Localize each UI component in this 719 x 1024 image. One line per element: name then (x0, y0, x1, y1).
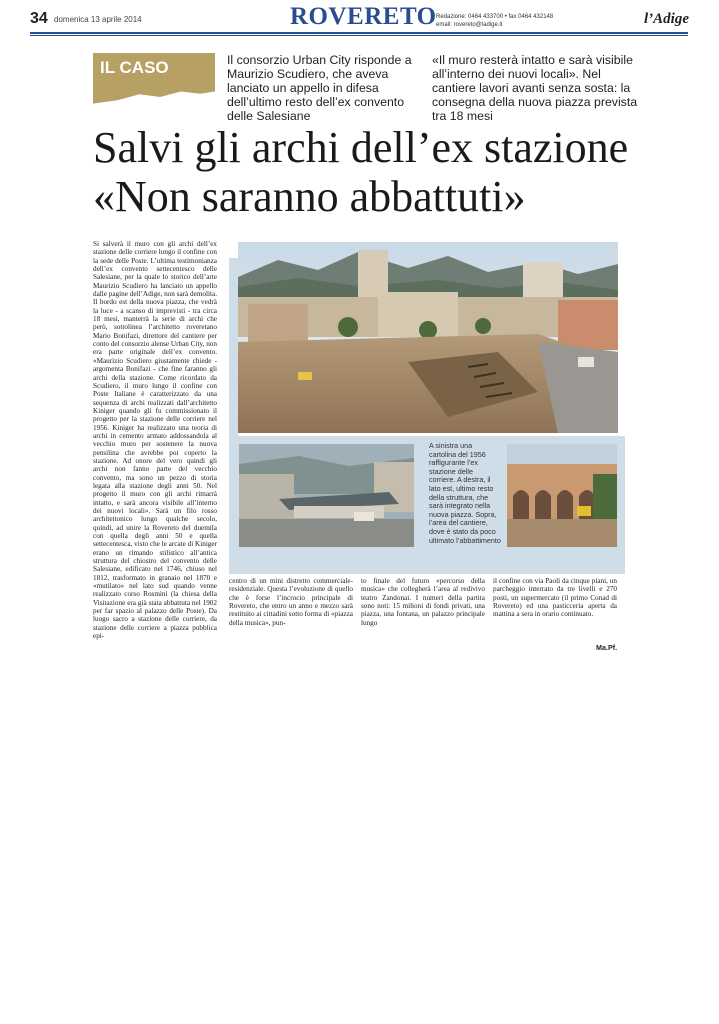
headline-line-1: Salvi gli archi dell’ex stazione (93, 123, 629, 172)
article-column-1: Si salverà il muro con gli archi dell’ex stazione delle corriere lungo il confine con la sede delle Poste. L’ultima testimonianza dell’ex convento settecentesco delle Salesiane, per la quale lo storico dell’arte Maurizio Scudiero ha lanciato un appello dalle pagine dell’Adige, non sarà demolita. Il bordo est della nuova piazza, che vedrà la luce - a scanso di imprevisti - tra circa 18 mesi, manterrà la serie di archi che però, sottolinea l’architetto roveretano Mario Bonifazi, direttore del cantiere per conto del consorzio alense Urban City, non era parte originale dell’ex convento. «Maurizio Scudiero giustamente chiede - argomenta Bonifazi - che fine faranno gli archi della stazione. Come ricordato da Scudiero, il muro lungo il confine con Poste Italiane è caratterizzato da una sequenza di archi realizzati dall’architetto Kiniger quando gli fu commissionato il progetto per la stazione delle corriere nel 1956. Kiniger ha realizzato una teoria di archi in cemento armato addossandola al vecchio muro per sostenere la nuova pensilina che avrebbe poi coperto la stazione. Ad onore del vero quindi gli archi non fanno parte del vecchio convento, ma sono un pezzo di storia legata alla stazione degli anni 50. Nel progetto il muro con gli archi rimarrà intatto, e sarà ancora visibile all’interno dei nuovi locali». Sarà un filo rosso architettonico lungo qualche secolo, quindi, ad unire la Rovereto del duemila con quella degli anni 50 e quella settecentesca, visto che le arcate di Kiniger erano un rimando stilistico all’antica struttura del chiostro del convento delle Salesiane, edificato nel 1746, chiuso nel 1812, trasformato in granaio nel 1870 e «mutilato» nel lato sud quando venne realizzato corso Rosmini (la chiesa della Visitazione era già stata abbattuta nel 1902 per far spazio al palazzo delle Poste). Da luogo sacro a stazione delle corriere, da stazione delle corriere a piazza pubblica epi- (93, 240, 217, 641)
article-column-3: to finale del futuro «percorso della musica» che collegherà l’area al redivivo teatro Zandonai. I numeri della partita sono noti: 15 milioni di fondi privati, una piazza, una fontana, un palazzo principale lungo (361, 577, 485, 627)
author-signature: Ma.Pf. (596, 643, 618, 652)
page-number: 34 (30, 10, 48, 27)
redazione-phone: Redazione: 0464 433700 • fax 0464 432148 (436, 14, 554, 20)
headline-line-2: «Non saranno abbattuti» (93, 172, 526, 221)
newspaper-logo: l’Adige (644, 11, 689, 27)
section-title: ROVERETO (290, 3, 437, 30)
header-rule-thin (30, 35, 688, 36)
article-column-2: centro di un mini distretto commerciale-residenziale. Questa l’evoluzione di quello che è forse l’incrocio principale di Rovereto, che entro un anno e mezzo sarà restituito ai cittadini sotto forma di «piazza della musica», pun- (229, 577, 353, 627)
deck-right: «Il muro resterà intatto e sarà visibile all’interno dei nuovi locali». Nel cantiere lavori avanti senza sosta: la consegna della nuova piazza prevista tra 18 mesi (432, 53, 638, 123)
redazione-email: email: rovereto@ladige.it (436, 22, 503, 28)
deck-left: Il consorzio Urban City risponde a Maurizio Scudiero, che aveva lanciato un appello in difesa dell’ultimo resto dell’ex convento delle Salesiane (227, 53, 412, 123)
photo-caption: A sinistra una cartolina del 1956 raffigurante l’ex stazione delle corriere. A destra, il lato est, ultimo resto della struttura, che sarà integrato nella nuova piazza. Sopra, l’area del cantiere, dove è stato da poco ultimato l’abbattimento (429, 441, 501, 545)
header-rule (30, 32, 688, 34)
issue-date: domenica 13 aprile 2014 (54, 15, 142, 24)
article-column-4: il confine con via Paoli da cinque piani, un parcheggio interrato da tre livelli e 270 posti, un supermercato (il primo Conad di Rovereto) ed una pasticceria aperta da mattina a sera in orario continuato. (493, 577, 617, 619)
construction-site-photo (238, 242, 618, 433)
redazione-contacts (436, 13, 553, 29)
east-side-arches-photo (507, 444, 617, 547)
postcard-1956-photo (239, 444, 414, 547)
kicker-label: IL CASO (100, 58, 169, 77)
